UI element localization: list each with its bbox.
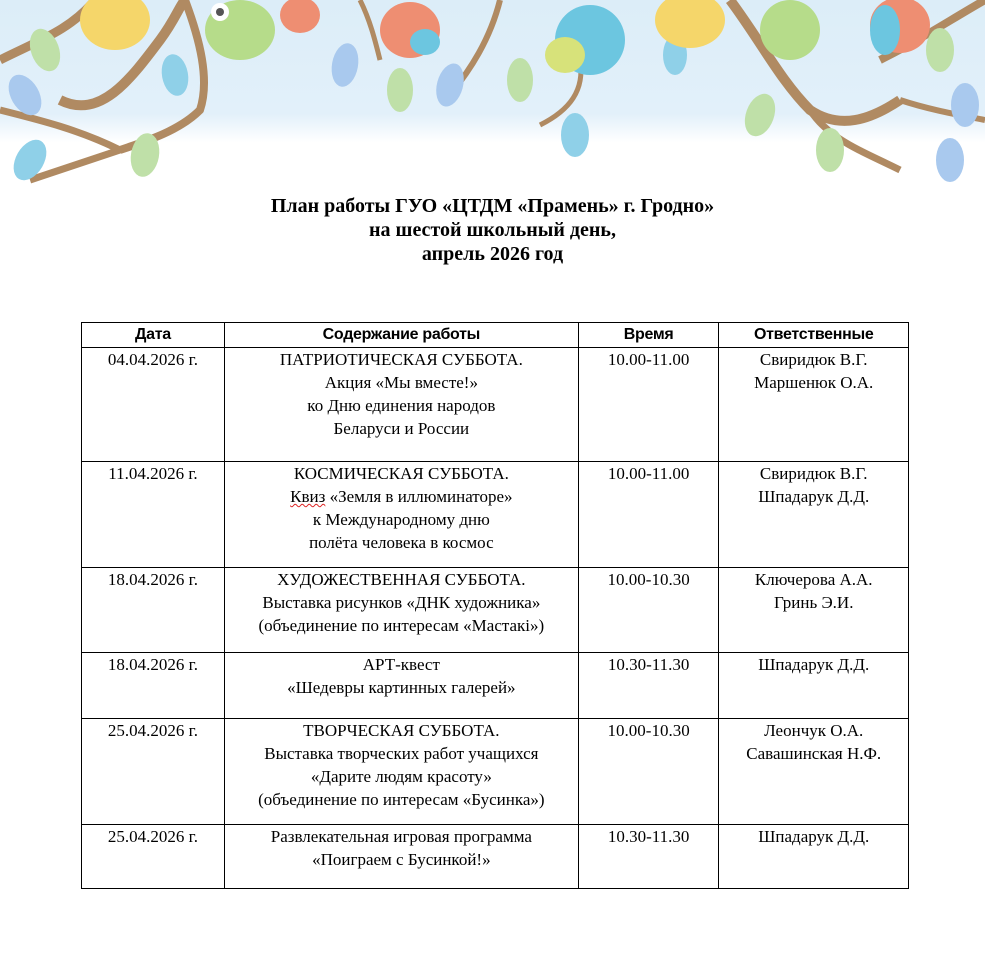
responsible-cell	[719, 719, 909, 825]
time-cell: 10.00-11.00	[578, 348, 719, 462]
content-cell	[224, 462, 578, 568]
content-line: «Дарите людям красоту»	[310, 767, 492, 786]
table-row	[82, 568, 909, 653]
decorative-banner	[0, 0, 985, 190]
content-line: Акция «Мы вместе!»	[324, 373, 478, 392]
responsible-name: Шпадарук Д.Д.	[758, 827, 870, 846]
responsible-name: Гринь Э.И.	[774, 593, 854, 612]
time-cell: 10.30-11.30	[578, 825, 719, 889]
schedule-table	[81, 322, 909, 889]
responsible-name: Шпадарук Д.Д.	[758, 487, 870, 506]
time-cell: 10.30-11.30	[578, 653, 719, 719]
title-line-2: на шестой школьный день,	[369, 219, 616, 241]
document-title	[0, 194, 985, 266]
responsible-name: Свиридюк В.Г.	[759, 350, 868, 369]
content-line: АРТ-квест	[362, 655, 440, 674]
date-cell: 25.04.2026 г.	[82, 825, 225, 889]
responsible-name: Шпадарук Д.Д.	[758, 655, 870, 674]
header-content: Содержание работы	[224, 323, 578, 348]
header-time: Время	[578, 323, 719, 348]
content-cell	[224, 348, 578, 462]
content-line: Беларуси и России	[333, 419, 470, 438]
content-line: ко Дню единения народов	[307, 396, 496, 415]
content-line: ХУДОЖЕСТВЕННАЯ СУББОТА.	[277, 570, 526, 589]
date-cell: 18.04.2026 г.	[82, 568, 225, 653]
header-date: Дата	[82, 323, 225, 348]
content-line: Выставка рисунков «ДНК художника»	[262, 593, 541, 612]
responsible-cell	[719, 568, 909, 653]
date-cell: 18.04.2026 г.	[82, 653, 225, 719]
content-line	[227, 485, 576, 508]
date-cell: 11.04.2026 г.	[82, 462, 225, 568]
content-line: «Шедевры картинных галерей»	[287, 678, 516, 697]
content-line: полёта человека в космос	[309, 533, 494, 552]
date-cell: 25.04.2026 г.	[82, 719, 225, 825]
title-line-3: апрель 2026 год	[421, 243, 564, 265]
table-row	[82, 348, 909, 462]
table-header-row	[82, 323, 909, 348]
time-cell: 10.00-11.00	[578, 462, 719, 568]
table-row	[82, 825, 909, 889]
content-cell	[224, 719, 578, 825]
responsible-name: Свиридюк В.Г.	[759, 464, 868, 483]
content-line: ПАТРИОТИЧЕСКАЯ СУББОТА.	[279, 350, 523, 369]
content-cell	[224, 825, 578, 889]
content-line: ТВОРЧЕСКАЯ СУББОТА.	[303, 721, 500, 740]
content-line: Развлекательная игровая программа	[270, 827, 532, 846]
responsible-cell	[719, 462, 909, 568]
responsible-cell	[719, 653, 909, 719]
content-line: к Международному дню	[312, 510, 490, 529]
responsible-name: Маршенюк О.А.	[754, 373, 874, 392]
content-cell	[224, 653, 578, 719]
responsible-cell	[719, 348, 909, 462]
table-row	[82, 719, 909, 825]
content-cell	[224, 568, 578, 653]
responsible-name: Леончук О.А.	[764, 721, 864, 740]
content-line: (объединение по интересам «Бусинка»)	[258, 790, 545, 809]
table-row	[82, 653, 909, 719]
responsible-cell	[719, 825, 909, 889]
time-cell: 10.00-10.30	[578, 719, 719, 825]
spellcheck-underlined-word: Квиз	[290, 487, 326, 506]
header-responsible: Ответственные	[719, 323, 909, 348]
table-row	[82, 462, 909, 568]
responsible-name: Савашинская Н.Ф.	[746, 744, 882, 763]
content-text: «Земля в иллюминаторе»	[329, 487, 513, 506]
content-line: КОСМИЧЕСКАЯ СУББОТА.	[293, 464, 509, 483]
content-line: Выставка творческих работ учащихся	[264, 744, 539, 763]
content-line: (объединение по интересам «Мастакі»)	[258, 616, 545, 635]
birds-branches-illustration	[0, 0, 985, 190]
date-cell: 04.04.2026 г.	[82, 348, 225, 462]
title-line-1: План работы ГУО «ЦТДМ «Прамень» г. Гродно»	[270, 195, 715, 217]
content-line: «Поиграем с Бусинкой!»	[312, 850, 491, 869]
responsible-name: Ключерова А.А.	[754, 570, 873, 589]
time-cell: 10.00-10.30	[578, 568, 719, 653]
